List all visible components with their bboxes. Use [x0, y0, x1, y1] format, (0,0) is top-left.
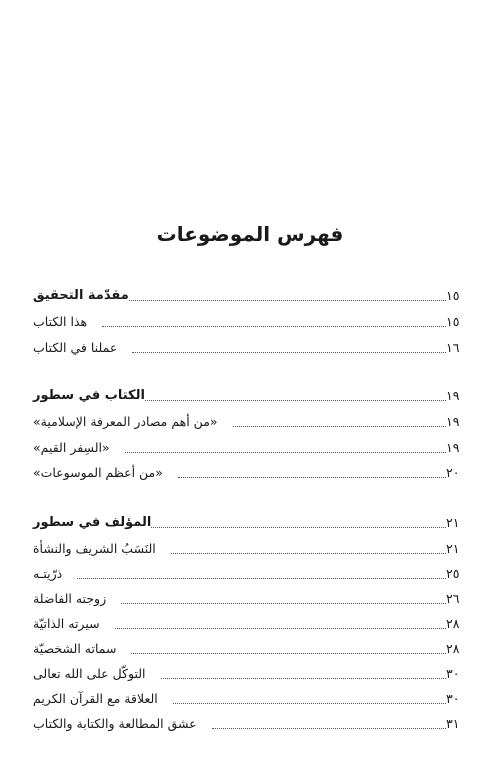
leader-dots	[145, 399, 446, 401]
toc-item-label: العلاقة مع القرآن الكريم	[33, 690, 158, 706]
leader-dots	[77, 577, 446, 579]
toc-item-label: «من أعظم الموسوعات»	[33, 464, 163, 480]
toc-item-label: التوكّل على الله تعالى	[33, 665, 146, 681]
toc-item-label: سماته الشخصيّة	[33, 640, 117, 656]
toc-heading	[30, 283, 470, 307]
leader-dots	[171, 552, 446, 554]
toc-heading	[30, 510, 470, 534]
page-number: ٢١	[446, 514, 460, 530]
toc-item-label: زوجته الفاضلة	[33, 590, 107, 606]
toc-item-label: «من أهم مصادر المعرفة الإسلامية»	[33, 413, 218, 429]
toc-item	[30, 636, 470, 660]
leader-dots	[178, 476, 446, 478]
page-number: ٣١	[446, 715, 460, 731]
page-number: ٣٠	[446, 665, 460, 681]
toc-heading-label: الكتاب في سطور	[33, 387, 145, 403]
leader-dots	[102, 325, 446, 327]
toc-item	[30, 561, 470, 585]
toc-item-label: هذا الكتاب	[33, 313, 88, 329]
leader-dots	[115, 627, 446, 629]
page-number: ١٩	[446, 439, 460, 455]
toc-item	[30, 409, 470, 433]
page-number: ١٥	[446, 313, 460, 329]
toc-item	[30, 460, 470, 484]
leader-dots	[151, 526, 446, 528]
page-number: ٢٥	[446, 565, 460, 581]
toc-item	[30, 335, 470, 359]
page-number: ٢٦	[446, 590, 460, 606]
page-number: ٢١	[446, 540, 460, 556]
toc-item-label: عملنا في الكتاب	[33, 339, 118, 355]
page-number: ١٦	[446, 339, 460, 355]
toc-item-label: عشق المطالعة والكتابة والكتاب	[33, 715, 197, 731]
leader-dots	[131, 652, 446, 654]
toc-item-label: سيرته الذاتيّة	[33, 615, 100, 631]
page-number: ١٥	[446, 287, 460, 303]
leader-dots	[121, 602, 446, 604]
leader-dots	[132, 351, 446, 353]
leader-dots	[129, 299, 446, 301]
toc-item	[30, 686, 470, 710]
toc-item-label: النَسَبُ الشريف والنشأة	[33, 540, 156, 556]
toc-heading-label: المؤلف في سطور	[33, 514, 152, 530]
toc-item	[30, 711, 470, 735]
toc-item	[30, 611, 470, 635]
toc-item	[30, 536, 470, 560]
leader-dots	[233, 425, 446, 427]
page-number: ٢٨	[446, 640, 460, 656]
toc-heading	[30, 383, 470, 407]
page-number: ١٩	[446, 413, 460, 429]
toc-item	[30, 586, 470, 610]
toc-item-label: ذرّيتـه	[33, 565, 63, 581]
page-number: ٢٠	[446, 464, 460, 480]
leader-dots	[125, 451, 446, 453]
toc-item	[30, 661, 470, 685]
leader-dots	[212, 727, 446, 729]
page-number: ١٩	[446, 387, 460, 403]
leader-dots	[173, 702, 446, 704]
toc-item	[30, 435, 470, 459]
page-number: ٣٠	[446, 690, 460, 706]
toc-item-label: «السِفر القيم»	[33, 439, 110, 455]
page-title: فهرس الموضوعات	[156, 222, 344, 246]
toc-heading-label: مقدّمة التحقيق	[33, 287, 129, 303]
page-number: ٢٨	[446, 615, 460, 631]
leader-dots	[161, 677, 446, 679]
toc-item	[30, 309, 470, 333]
